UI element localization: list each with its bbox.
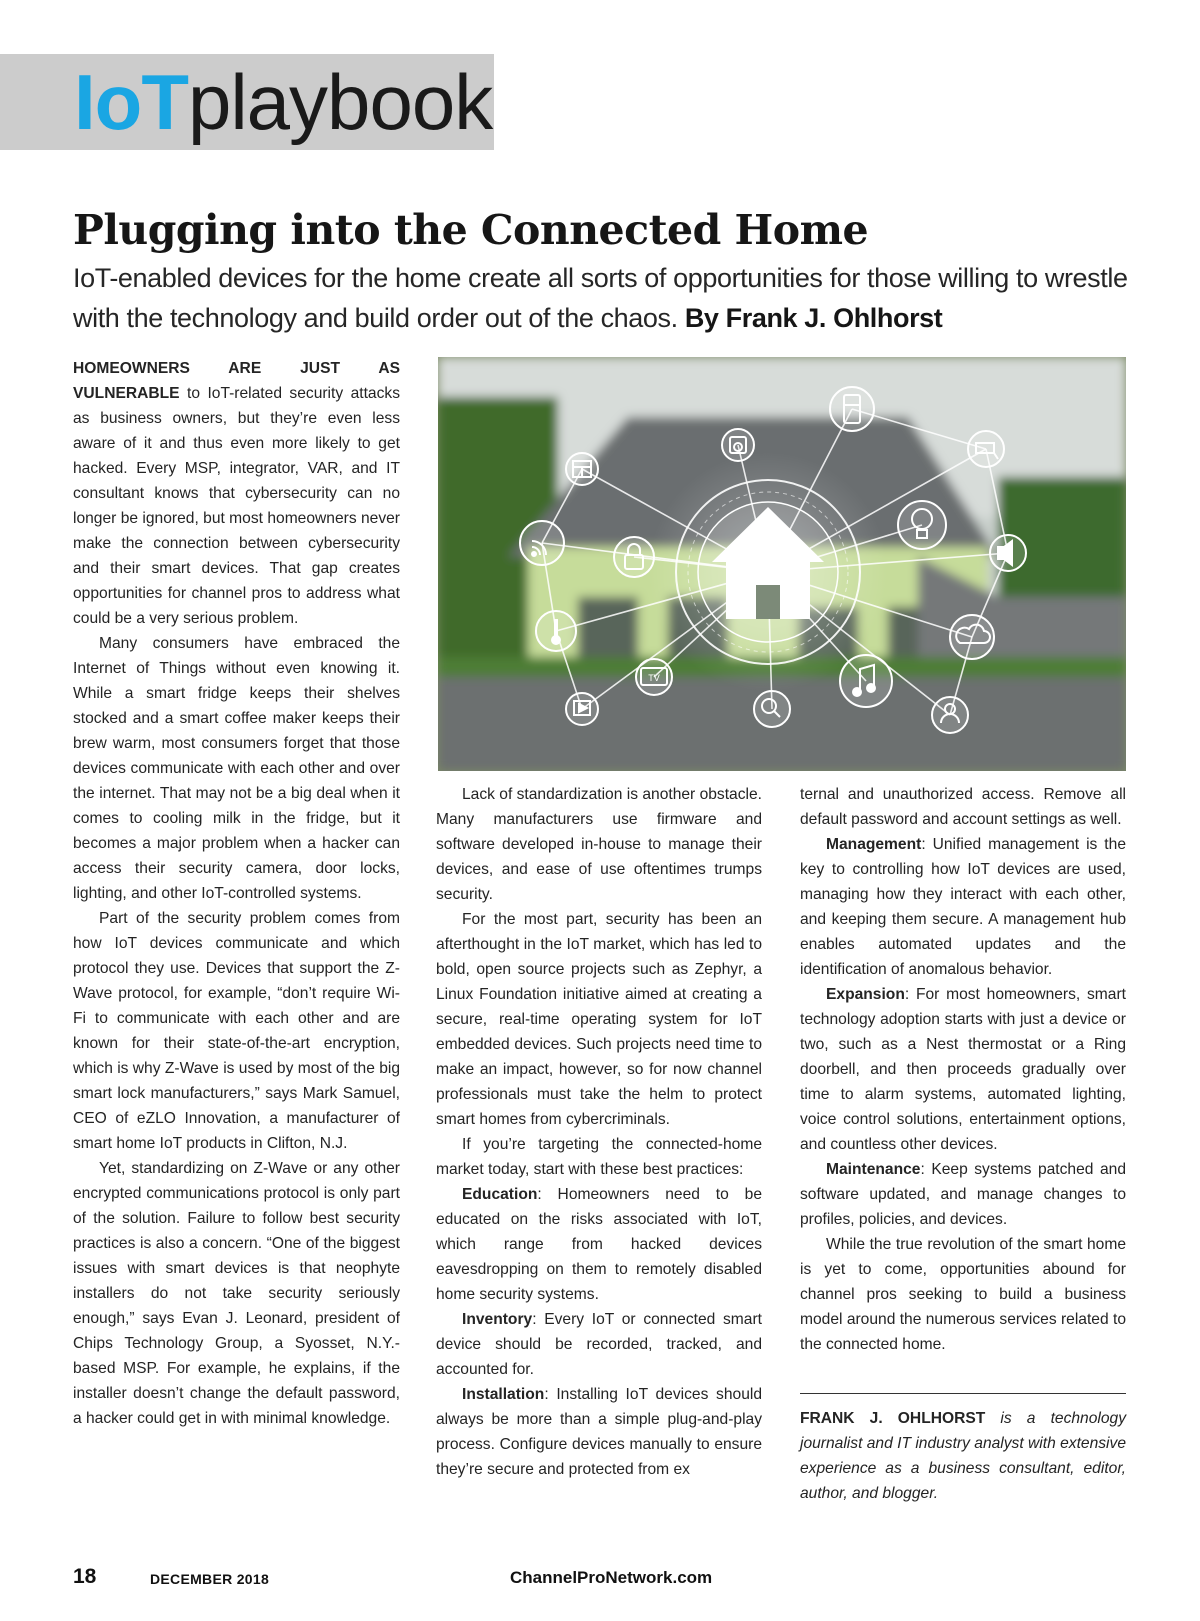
paragraph-text: : Every IoT or connected smart device should be recorded, tracked, and accounted for. [436, 1311, 762, 1378]
best-practice-inventory [436, 1307, 762, 1382]
paragraph: Many consumers have embraced the Internet of Things without even knowing it. While a smart fridge keeps their shelves stocked and a smart coffee maker keeps their brew warm, most consumers forget that those devices communicate with each other and over the internet. That may not be a big deal when it comes to cooling milk in the fridge, but it becomes a major problem when a hacker can access their security camera, door locks, lighting, and other IoT-controlled systems. [73, 635, 400, 902]
camera-node [968, 431, 1004, 467]
best-practice-installation [436, 1382, 762, 1482]
bio-author-name: FRANK J. OHLHORST [800, 1410, 986, 1427]
paragraph-text: to IoT-related security attacks as business owners, but they’re even less aware of it and thus even more likely to get hacked. Every MSP, integrator, VAR, and IT consultant knows that cybersecurity can no longer be ignored, but most homeowners never make the connection between cybersecurity and their smart devices. That gap creates opportunities for channel pros to address what could be a very serious problem. [73, 385, 400, 627]
headline: Plugging into the Connected Home [73, 206, 869, 254]
bio-divider [800, 1393, 1126, 1394]
paragraph-text: : Keep systems patched and software updated, and manage changes to profiles, policies, and devices. [800, 1161, 1126, 1228]
section-title-prefix: IoT [74, 58, 188, 146]
column-1 [73, 356, 400, 1431]
fridge-node [830, 387, 874, 431]
term-maintenance: Maintenance [826, 1161, 921, 1178]
paragraph: Part of the security problem comes from how IoT devices communicate and which protocol they use. Devices that support the Z-Wave protocol, for example, “don’t require Wi-Fi to communicate with each other and are known for their state-of-the-art encryption, which is why Z-Wave is used by most of the big smart lock manufacturers,” says Mark Samuel, CEO of eZLO Innovation, a manufacturer of smart home IoT products in Clifton, N.J. [73, 910, 401, 1152]
washer-node [722, 429, 754, 461]
best-practice-expansion [800, 982, 1126, 1157]
paragraph-text: : For most homeowners, smart technology adoption starts with just a device or two, such as a Nest thermostat or a Ring doorbell, and then proceeds gradually over time to alarm systems, automated lighting, voice control solutions, entertainment options, and countless other devices. [800, 986, 1126, 1153]
best-practice-management [800, 832, 1126, 982]
author-bio [800, 1406, 1126, 1506]
best-practice-maintenance [800, 1157, 1126, 1232]
term-management: Management [826, 836, 922, 853]
term-expansion: Expansion [826, 986, 905, 1003]
paragraph-text: : Installing IoT devices should always be more than a simple plug-and-play process. Configure devices manually to ensure they’re secure and protected from ex [436, 1386, 762, 1478]
paragraph: If you’re targeting the connected-home market today, start with these best practices: [436, 1136, 762, 1178]
term-installation: Installation [462, 1386, 545, 1403]
lead-in: HOMEOWNERS ARE JUST AS VULNERABLE [73, 360, 400, 402]
issue-date: DECEMBER 2018 [150, 1571, 270, 1587]
tv-label: TV [648, 673, 660, 683]
deck-text: IoT-enabled devices for the home create all sorts of opportunities for those willing to wrestle with the technology and build order out of the chaos. [73, 263, 1128, 333]
music-node [840, 655, 892, 707]
best-practice-education [436, 1182, 762, 1307]
site-url: ChannelProNetwork.com [510, 1568, 713, 1587]
section-title-suffix: playbook [187, 58, 493, 146]
paragraph: ternal and unauthorized access. Remove all default password and account settings as well. [800, 786, 1126, 828]
paragraph-text: : Unified management is the key to controlling how IoT devices are used, managing how they interact with each other, and keeping them secure. A management hub enables automated updates and the identification of anomalous behavior. [800, 836, 1126, 978]
column-2 [436, 782, 762, 1482]
paragraph-text: : Homeowners need to be educated on the risks associated with IoT, which range from hacked devices eavesdropping on them to remotely disabled home security systems. [436, 1186, 762, 1303]
column-3 [800, 782, 1126, 1357]
term-education: Education [462, 1186, 538, 1203]
paragraph: Lack of standardization is another obstacle. Many manufacturers use firmware and software developed in-house to manage their devices, and ease of use oftentimes trumps security. [436, 786, 762, 903]
bio-text: is a technology journalist and IT industry analyst with extensive experience as a business consultant, editor, author, and blogger. [800, 1410, 1126, 1502]
paragraph: For the most part, security has been an afterthought in the IoT market, which has led to bold, open source projects such as Zephyr, a Linux Foundation initiative aimed at creating a secure, real-time operating system for IoT embedded devices. Such projects need time to make an impact, however, so for now channel professionals must take the helm to protect smart homes from cybercriminals. [436, 911, 762, 1128]
smart-home-illustration [438, 357, 1126, 771]
byline: By Frank J. Ohlhorst [684, 303, 943, 333]
smart-home-photo [438, 357, 1126, 771]
paragraph: Yet, standardizing on Z-Wave or any other encrypted communications protocol is only part of the solution. Failure to follow best security practices is also a concern. “One of the biggest issues with smart devices is that neophyte installers do not take security seriously enough,” says Evan J. Leonard, president of Chips Technology Group, a Syosset, N.Y.-based MSP. For example, he explains, if the installer doesn’t change the default password, a hacker could get in with minimal knowledge. [73, 1160, 400, 1427]
paragraph [73, 356, 400, 631]
wifi-node [520, 521, 564, 565]
deck [73, 258, 1153, 338]
page-number: 18 [73, 1565, 97, 1588]
section-title [74, 52, 492, 152]
search-node [754, 691, 790, 727]
paragraph: While the true revolution of the smart home is yet to come, opportunities abound for channel pros seeking to build a business model around the numerous services related to the connected home. [800, 1236, 1126, 1353]
term-inventory: Inventory [462, 1311, 533, 1328]
